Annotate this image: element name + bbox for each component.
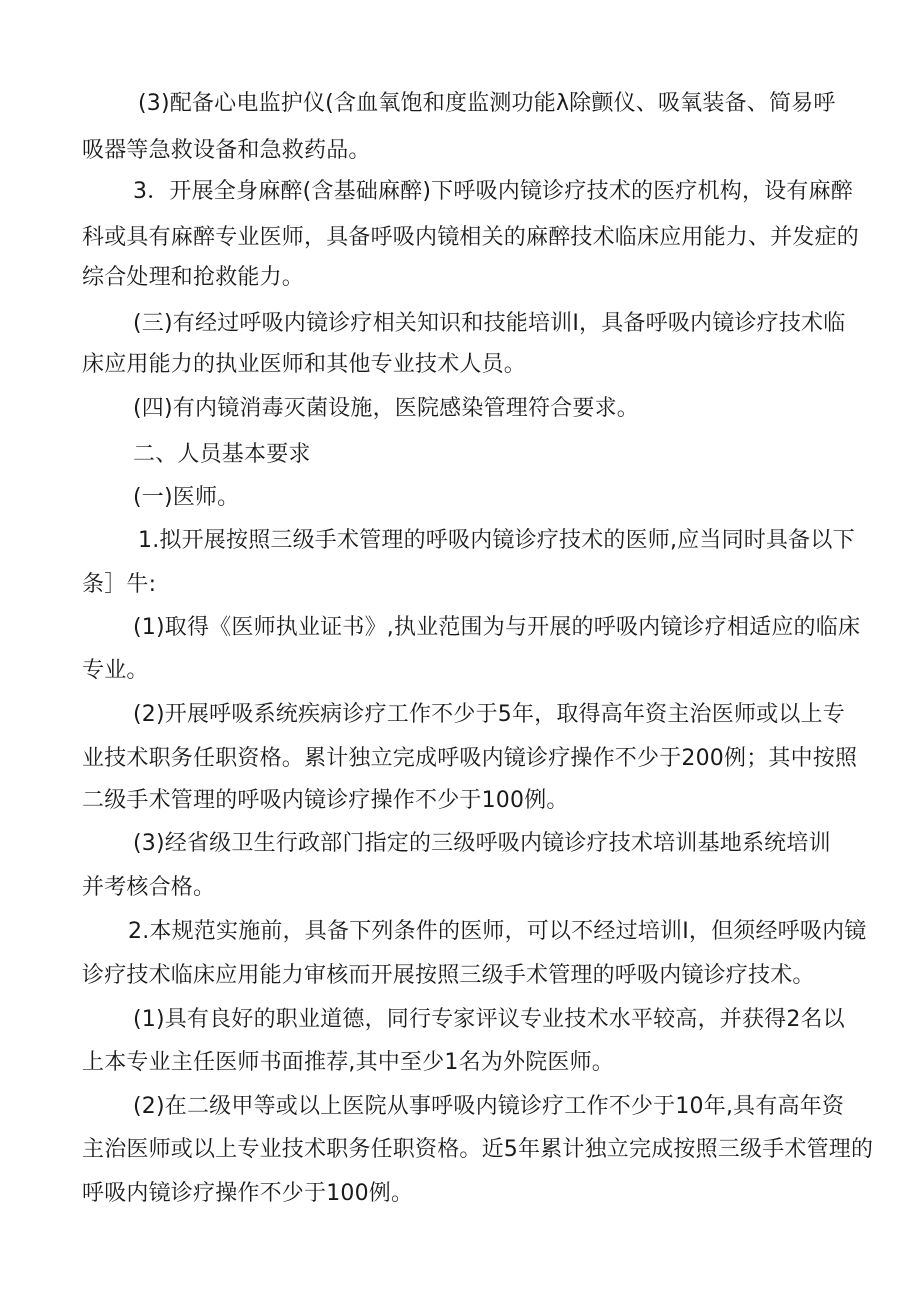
text-line-6: (三)有经过呼吸内镜诊疗相关知识和技能培训I，具备呼吸内镜诊疗技术临 [133, 311, 846, 336]
text-line-7: 床应用能力的执业医师和其他专业技术人员。 [82, 352, 527, 377]
subsection-heading: (一)医师。 [133, 485, 240, 510]
text-line-26: 呼吸内镜诊疗操作不少于100例。 [82, 1181, 414, 1206]
text-line-19: 并考核合格。 [82, 875, 216, 900]
text-line-21: 诊疗技术临床应用能力审核而开展按照三级手术管理的呼吸内镜诊疗技术。 [82, 963, 815, 988]
text-line-17: 二级手术管理的呼吸内镜诊疗操作不少于100例。 [82, 788, 569, 813]
text-line-23: 上本专业主任医师书面推荐,其中至少1名为外院医师。 [82, 1050, 614, 1075]
text-line-12: 条］牛: [82, 572, 157, 597]
text-line-14: 专业。 [82, 658, 149, 683]
text-line-16: 业技术职务任职资格。累计独立完成呼吸内镜诊疗操作不少于200例；其中按照 [82, 746, 858, 771]
text-line-13: (1)取得《医师执业证书》,执业范围为与开展的呼吸内镜诊疗相适应的临床 [133, 615, 861, 640]
text-line-15: (2)开展呼吸系统疾病诊疗工作不少于5年，取得高年资主治医师或以上专 [133, 702, 845, 727]
text-line-25: 主治医师或以上专业技术职务任职资格。近5年累计独立完成按照三级手术管理的 [82, 1137, 874, 1162]
text-line-4: 科或具有麻醉专业医师，具备呼吸内镜相关的麻醉技术临床应用能力、并发症的 [82, 225, 860, 250]
text-line-20: 2.本规范实施前，具备下列条件的医师，可以不经过培训I，但须经呼吸内镜 [128, 919, 867, 944]
section-heading: 二、人员基本要求 [133, 442, 311, 467]
text-line-11: 1.拟开展按照三级手术管理的呼吸内镜诊疗技术的医师,应当同时具备以下 [138, 528, 855, 553]
text-line-8: (四)有内镜消毒灭菌设施，医院感染管理符合要求。 [133, 396, 639, 421]
text-line-5: 综合处理和抢救能力。 [82, 265, 305, 290]
text-line-2: 吸器等急救设备和急救药品。 [82, 138, 371, 163]
text-line-24: (2)在二级甲等或以上医院从事呼吸内镜诊疗工作不少于10年,具有高年资 [133, 1094, 845, 1119]
text-line-3: 3．开展全身麻醉(含基础麻醉)下呼吸内镜诊疗技术的医疗机构，设有麻醉 [133, 179, 853, 204]
text-line-22: (1)具有良好的职业道德，同行专家评议专业技术水平较高，并获得2名以 [133, 1007, 845, 1032]
text-line-18: (3)经省级卫生行政部门指定的三级呼吸内镜诊疗技术培训基地系统培训 [133, 831, 831, 856]
text-line-1: (3)配备心电监护仪(含血氧饱和度监测功能λ除颤仪、吸氧装备、简易呼 [138, 91, 836, 116]
